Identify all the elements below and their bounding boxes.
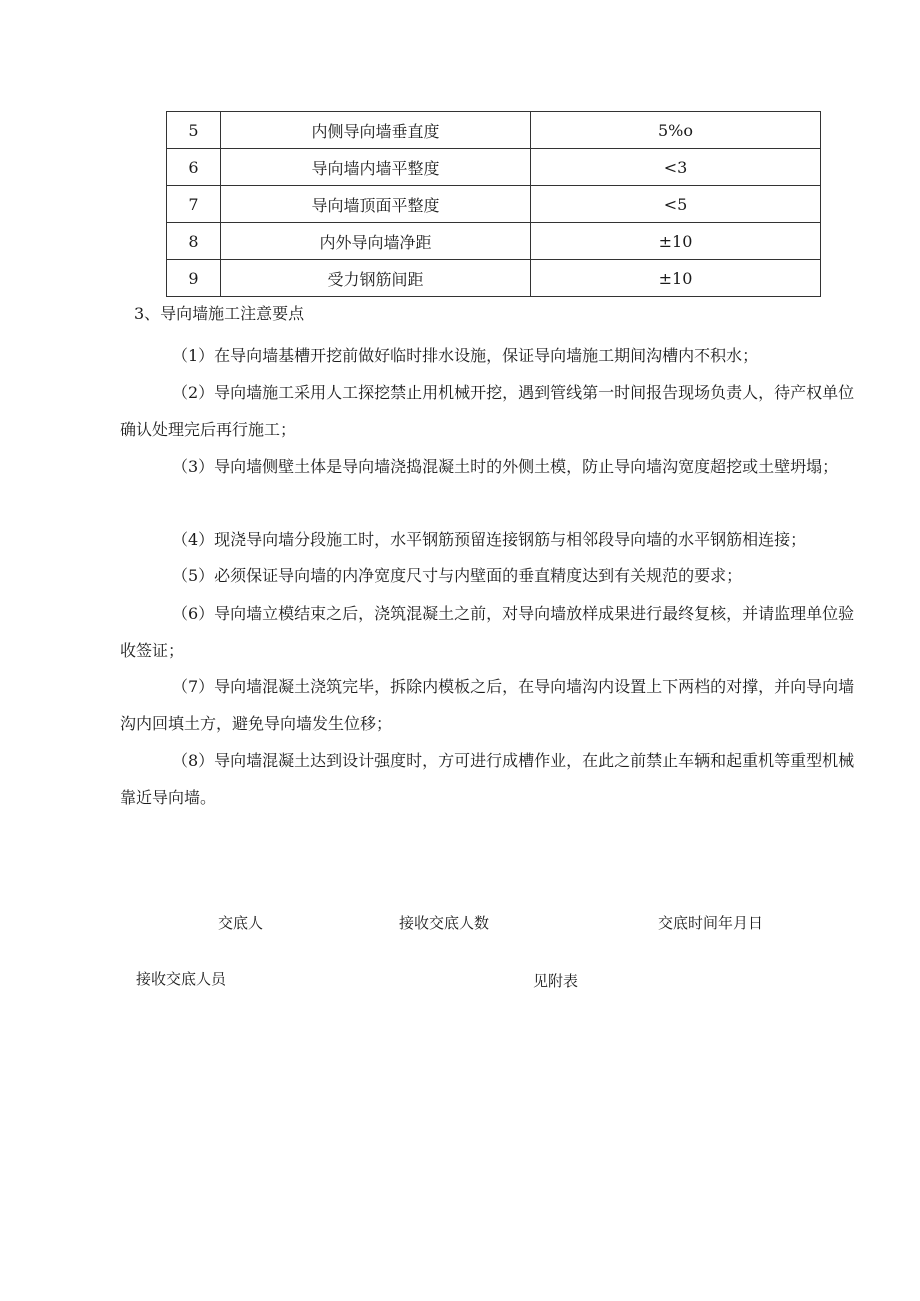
handover-person-label: 交底人 bbox=[218, 914, 264, 932]
note-paragraph: （5）必须保证导向墙的内净宽度尺寸与内壁面的垂直精度达到有关规范的要求； bbox=[172, 566, 743, 585]
table-row bbox=[167, 149, 821, 186]
handover-time-label: 交底时间年月日 bbox=[658, 914, 764, 932]
row-number: 6 bbox=[167, 149, 221, 186]
see-attached-label: 见附表 bbox=[533, 972, 579, 990]
note-paragraph: （7）导向墙混凝土浇筑完毕，拆除内模板之后，在导向墙沟内设置上下两档的对撑，并向导向墙沟内回填土方，避免导向墙发生位移； bbox=[120, 677, 855, 733]
table-row bbox=[167, 186, 821, 223]
receivers-label: 接收交底人员 bbox=[136, 970, 227, 988]
allowed-deviation: ±10 bbox=[531, 260, 821, 297]
row-number: 5 bbox=[167, 112, 221, 149]
note-paragraph: （1）在导向墙基槽开挖前做好临时排水设施，保证导向墙施工期间沟槽内不积水； bbox=[172, 346, 759, 365]
row-number: 7 bbox=[167, 186, 221, 223]
note-paragraph: （3）导向墙侧壁土体是导向墙浇捣混凝土时的外侧土模，防止导向墙沟宽度超挖或土壁坍塌； bbox=[172, 457, 839, 476]
section-title: 3、导向墙施工注意要点 bbox=[134, 304, 305, 323]
check-item: 内侧导向墙垂直度 bbox=[221, 112, 531, 149]
check-item: 导向墙内墙平整度 bbox=[221, 149, 531, 186]
allowed-deviation: <5 bbox=[531, 186, 821, 223]
note-paragraph: （8）导向墙混凝土达到设计强度时，方可进行成槽作业，在此之前禁止车辆和起重机等重型机械靠近导向墙。 bbox=[120, 751, 855, 807]
check-item: 受力钢筋间距 bbox=[221, 260, 531, 297]
check-item: 导向墙顶面平整度 bbox=[221, 186, 531, 223]
table-row bbox=[167, 223, 821, 260]
table-row bbox=[167, 260, 821, 297]
note-paragraph: （6）导向墙立模结束之后，浇筑混凝土之前，对导向墙放样成果进行最终复核，并请监理单位验收签证； bbox=[120, 604, 855, 660]
allowed-deviation: 5%o bbox=[531, 112, 821, 149]
table-row bbox=[167, 112, 821, 149]
allowed-deviation: <3 bbox=[531, 149, 821, 186]
row-number: 9 bbox=[167, 260, 221, 297]
row-number: 8 bbox=[167, 223, 221, 260]
tolerance-table bbox=[166, 111, 821, 297]
receiver-count-label: 接收交底人数 bbox=[399, 914, 490, 932]
allowed-deviation: ±10 bbox=[531, 223, 821, 260]
note-paragraph: （4）现浇导向墙分段施工时，水平钢筋预留连接钢筋与相邻段导向墙的水平钢筋相连接； bbox=[172, 530, 807, 549]
check-item: 内外导向墙净距 bbox=[221, 223, 531, 260]
note-paragraph: （2）导向墙施工采用人工探挖禁止用机械开挖，遇到管线第一时间报告现场负责人，待产权单位确认处理完后再行施工； bbox=[120, 383, 855, 439]
